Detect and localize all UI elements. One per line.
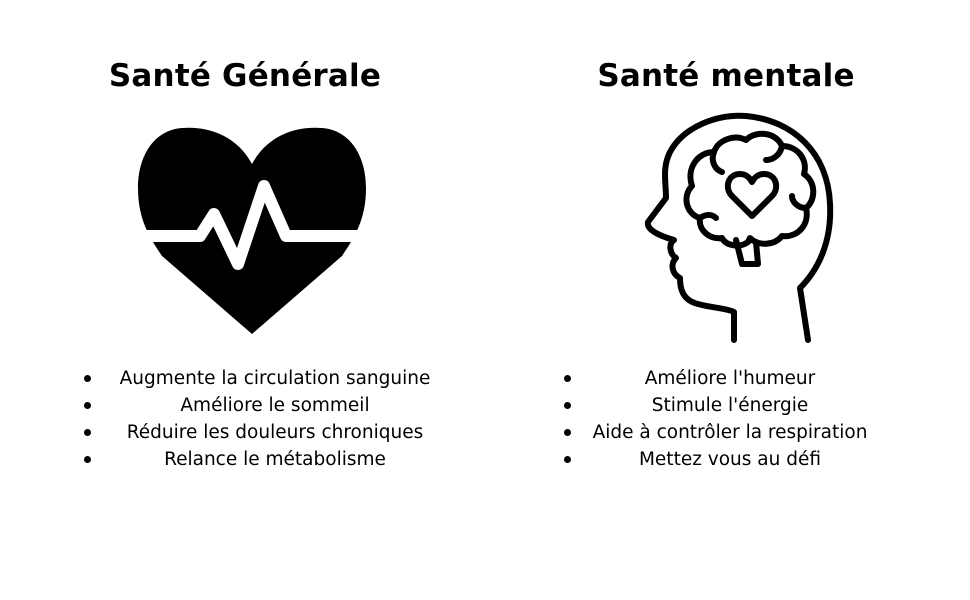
list-item: Améliore l'humeur — [560, 365, 920, 392]
list-item: Relance le métabolisme — [80, 446, 440, 473]
list-item: Aide à contrôler la respiration — [560, 419, 920, 446]
list-item: Améliore le sommeil — [80, 392, 440, 419]
mental-health-title: Santé mentale — [597, 58, 855, 94]
list-item: Stimule l'énergie — [560, 392, 920, 419]
heart-pulse-icon — [136, 124, 368, 336]
head-brain-heart-icon — [622, 112, 838, 346]
general-health-title: Santé Générale — [108, 58, 382, 94]
list-item: Augmente la circulation sanguine — [80, 365, 440, 392]
mental-health-list — [560, 365, 920, 473]
list-item: Réduire les douleurs chroniques — [80, 419, 440, 446]
general-health-list — [80, 365, 440, 473]
list-item: Mettez vous au défi — [560, 446, 920, 473]
